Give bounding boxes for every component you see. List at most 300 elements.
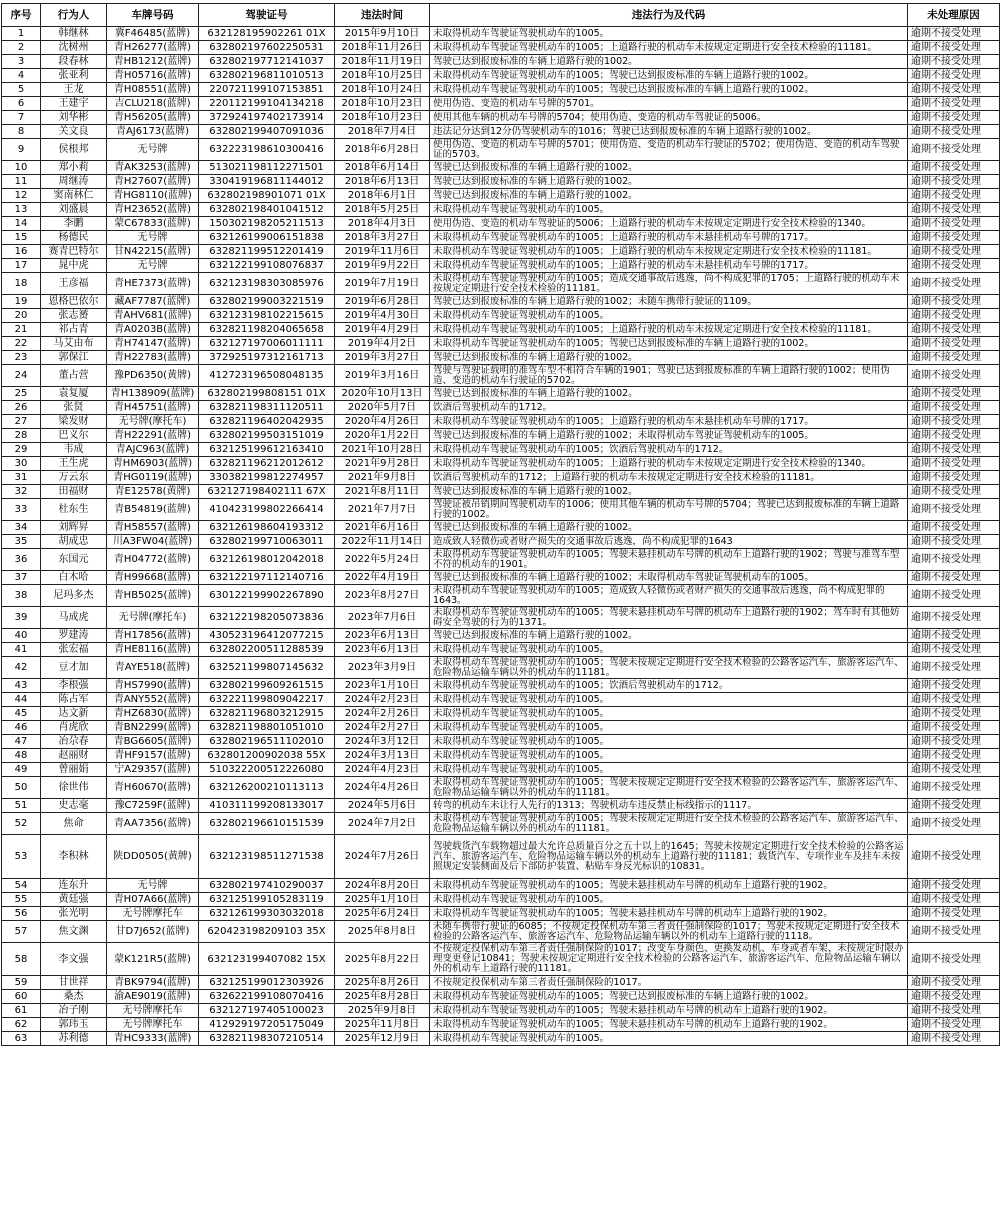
cell-time: 2022年4月19日 xyxy=(335,571,430,585)
cell-reason: 逾期不接受处理 xyxy=(908,125,1000,139)
table-row xyxy=(2,309,1000,323)
cell-license: 412929197205175049 xyxy=(199,1018,335,1032)
cell-offender: 沈树州 xyxy=(41,41,107,55)
cell-reason: 逾期不接受处理 xyxy=(908,175,1000,189)
cell-reason: 逾期不接受处理 xyxy=(908,763,1000,777)
cell-license: 220112199104134218 xyxy=(199,97,335,111)
cell-seq: 40 xyxy=(2,629,41,643)
cell-violation: 未取得机动车驾驶证驾驶机动车的1005；造成交通事故后逃逸，尚不构成犯罪的1705；上道路行驶的机动车未按规定定期进行安全技术检验的11181。 xyxy=(430,273,908,295)
table-row xyxy=(2,1004,1000,1018)
cell-seq: 42 xyxy=(2,657,41,679)
cell-offender: 冶子刚 xyxy=(41,1004,107,1018)
cell-plate: 青E12578(黄牌) xyxy=(107,485,199,499)
cell-seq: 37 xyxy=(2,571,41,585)
cell-seq: 14 xyxy=(2,217,41,231)
cell-violation: 未取得机动车驾驶证驾驶机动车的1005；造成致人轻微伤或者财产损失的交通事故后逃逸，尚不构成犯罪的1643。 xyxy=(430,585,908,607)
cell-reason: 逾期不接受处理 xyxy=(908,976,1000,990)
cell-time: 2020年5月7日 xyxy=(335,401,430,415)
cell-plate: 青AYE518(蓝牌) xyxy=(107,657,199,679)
cell-plate: 青H58557(蓝牌) xyxy=(107,521,199,535)
cell-time: 2022年11月14日 xyxy=(335,535,430,549)
cell-plate: 青H23652(蓝牌) xyxy=(107,203,199,217)
table-row xyxy=(2,83,1000,97)
cell-time: 2020年10月13日 xyxy=(335,387,430,401)
table-row xyxy=(2,721,1000,735)
cell-violation: 未取得机动车驾驶证驾驶机动车的1005；上道路行驶的机动车未按规定定期进行安全技术检验的11181。 xyxy=(430,245,908,259)
cell-time: 2019年7月19日 xyxy=(335,273,430,295)
cell-offender: 曾丽娟 xyxy=(41,763,107,777)
cell-violation: 驾驶已达到报废标准的车辆上道路行驶的1002；未随车携带行驶证的1109。 xyxy=(430,295,908,309)
cell-time: 2024年4月26日 xyxy=(335,777,430,799)
header-violation: 违法行为及代码 xyxy=(430,4,908,27)
cell-license: 632802196511102010 xyxy=(199,735,335,749)
cell-reason: 逾期不接受处理 xyxy=(908,457,1000,471)
table-row xyxy=(2,231,1000,245)
cell-offender: 田福财 xyxy=(41,485,107,499)
header-seq: 序号 xyxy=(2,4,41,27)
cell-license: 632123198102215615 xyxy=(199,309,335,323)
cell-plate: 宁A29357(蓝牌) xyxy=(107,763,199,777)
cell-offender: 刘辉昇 xyxy=(41,521,107,535)
cell-reason: 逾期不接受处理 xyxy=(908,365,1000,387)
table-row xyxy=(2,735,1000,749)
cell-plate: 青H99668(蓝牌) xyxy=(107,571,199,585)
cell-license: 410311199208133017 xyxy=(199,799,335,813)
cell-offender: 祁占青 xyxy=(41,323,107,337)
cell-time: 2023年3月9日 xyxy=(335,657,430,679)
cell-license: 632122199108076837 xyxy=(199,259,335,273)
table-row xyxy=(2,443,1000,457)
cell-plate: 无号牌(摩托车) xyxy=(107,607,199,629)
cell-plate: 青H17856(蓝牌) xyxy=(107,629,199,643)
cell-violation: 使用其他车辆的机动车号牌的5704；使用伪造、变造的机动车驾驶证的5006。 xyxy=(430,111,908,125)
cell-violation: 驾驶已达到报废标准的车辆上道路行驶的1002。 xyxy=(430,55,908,69)
cell-reason: 逾期不接受处理 xyxy=(908,907,1000,921)
cell-reason: 逾期不接受处理 xyxy=(908,443,1000,457)
cell-seq: 53 xyxy=(2,835,41,879)
cell-seq: 20 xyxy=(2,309,41,323)
cell-violation: 驾驶已达到报废标准的车辆上道路行驶的1002。 xyxy=(430,521,908,535)
cell-violation: 驾驶已达到报废标准的车辆上道路行驶的1002。 xyxy=(430,485,908,499)
cell-reason: 逾期不接受处理 xyxy=(908,813,1000,835)
cell-seq: 55 xyxy=(2,893,41,907)
table-row xyxy=(2,629,1000,643)
cell-reason: 逾期不接受处理 xyxy=(908,429,1000,443)
cell-plate: 无号牌摩托车 xyxy=(107,1018,199,1032)
cell-seq: 12 xyxy=(2,189,41,203)
table-row xyxy=(2,273,1000,295)
cell-plate: 甘N42215(蓝牌) xyxy=(107,245,199,259)
table-row xyxy=(2,693,1000,707)
header-row xyxy=(2,4,1000,27)
cell-plate: 冀F46485(蓝牌) xyxy=(107,27,199,41)
cell-license: 632802196811010513 xyxy=(199,69,335,83)
cell-violation: 不按规定投保机动车第三者责任强制保险的1017；改变车身颜色、更换发动机、车身或者车架、未按规定时限办理变更登记10841；驾驶未按规定定期进行安全技术检验的公路客运汽车、旅游客运汽车、危险物品运输车辆以外的机动车上道路行驶的11181。 xyxy=(430,943,908,976)
table-row xyxy=(2,27,1000,41)
cell-reason: 逾期不接受处理 xyxy=(908,351,1000,365)
cell-plate: 无号牌 xyxy=(107,879,199,893)
table-row xyxy=(2,990,1000,1004)
table-row xyxy=(2,893,1000,907)
cell-seq: 29 xyxy=(2,443,41,457)
cell-reason: 逾期不接受处理 xyxy=(908,693,1000,707)
cell-offender: 恩格巴依尔 xyxy=(41,295,107,309)
table-row xyxy=(2,549,1000,571)
cell-offender: 关文良 xyxy=(41,125,107,139)
table-row xyxy=(2,55,1000,69)
cell-license: 632126198604193312 xyxy=(199,521,335,535)
cell-license: 632123199407082 15X xyxy=(199,943,335,976)
cell-violation: 使用伪造、变造的机动车号牌的5701。 xyxy=(430,97,908,111)
cell-plate: 青AA7356(蓝牌) xyxy=(107,813,199,835)
cell-plate: 青BG6605(蓝牌) xyxy=(107,735,199,749)
table-row xyxy=(2,799,1000,813)
cell-plate: 青HC9333(蓝牌) xyxy=(107,1032,199,1046)
cell-time: 2021年9月8日 xyxy=(335,471,430,485)
cell-time: 2019年3月16日 xyxy=(335,365,430,387)
cell-seq: 28 xyxy=(2,429,41,443)
table-row xyxy=(2,295,1000,309)
cell-plate: 青BN2299(蓝牌) xyxy=(107,721,199,735)
cell-plate: 陕DD0505(黄牌) xyxy=(107,835,199,879)
cell-seq: 48 xyxy=(2,749,41,763)
cell-time: 2024年4月23日 xyxy=(335,763,430,777)
cell-offender: 连东升 xyxy=(41,879,107,893)
cell-offender: 李鹏 xyxy=(41,217,107,231)
cell-license: 632122197112140716 xyxy=(199,571,335,585)
cell-time: 2019年4月2日 xyxy=(335,337,430,351)
cell-offender: 徐世伟 xyxy=(41,777,107,799)
cell-offender: 张亚利 xyxy=(41,69,107,83)
cell-reason: 逾期不接受处理 xyxy=(908,387,1000,401)
cell-time: 2019年6月28日 xyxy=(335,295,430,309)
cell-license: 632821196212012612 xyxy=(199,457,335,471)
cell-offender: 段春林 xyxy=(41,55,107,69)
table-row xyxy=(2,161,1000,175)
cell-license: 632126199006151838 xyxy=(199,231,335,245)
cell-seq: 34 xyxy=(2,521,41,535)
cell-offender: 刘盛晨 xyxy=(41,203,107,217)
cell-reason: 逾期不接受处理 xyxy=(908,735,1000,749)
cell-time: 2021年10月28日 xyxy=(335,443,430,457)
cell-seq: 22 xyxy=(2,337,41,351)
cell-plate: 吉CLU218(蓝牌) xyxy=(107,97,199,111)
cell-offender: 张宏福 xyxy=(41,643,107,657)
cell-license: 150302198205211513 xyxy=(199,217,335,231)
cell-seq: 52 xyxy=(2,813,41,835)
cell-license: 220721199107153851 xyxy=(199,83,335,97)
cell-time: 2024年2月27日 xyxy=(335,721,430,735)
cell-time: 2024年3月12日 xyxy=(335,735,430,749)
cell-offender: 李积林 xyxy=(41,835,107,879)
cell-license: 632802198901071 01X xyxy=(199,189,335,203)
cell-seq: 36 xyxy=(2,549,41,571)
cell-plate: 青H05716(蓝牌) xyxy=(107,69,199,83)
cell-plate: 青HG0119(蓝牌) xyxy=(107,471,199,485)
cell-license: 632821196402042935 xyxy=(199,415,335,429)
cell-time: 2018年6月13日 xyxy=(335,175,430,189)
cell-license: 632802199407091036 xyxy=(199,125,335,139)
cell-offender: 袁复厦 xyxy=(41,387,107,401)
cell-time: 2025年1月10日 xyxy=(335,893,430,907)
cell-reason: 逾期不接受处理 xyxy=(908,273,1000,295)
cell-offender: 肖虎欣 xyxy=(41,721,107,735)
cell-seq: 47 xyxy=(2,735,41,749)
cell-license: 632821196803212915 xyxy=(199,707,335,721)
cell-reason: 逾期不接受处理 xyxy=(908,521,1000,535)
cell-violation: 驾驶证被吊销期间驾驶机动车的1006；使用其他车辆的机动车号牌的5704；驾驶已达到报废标准的车辆上道路行驶的1002。 xyxy=(430,499,908,521)
cell-license: 632802200511288539 xyxy=(199,643,335,657)
cell-reason: 逾期不接受处理 xyxy=(908,309,1000,323)
cell-violation: 使用伪造、变造的机动车号牌的5701；使用伪造、变造的机动车行驶证的5702；使用伪造、变造的机动车驾驶证的5703。 xyxy=(430,139,908,161)
cell-reason: 逾期不接受处理 xyxy=(908,607,1000,629)
table-row xyxy=(2,976,1000,990)
table-row xyxy=(2,707,1000,721)
cell-seq: 7 xyxy=(2,111,41,125)
cell-violation: 驾驶与驾驶证载明的准驾车型不相符合车辆的1901；驾驶已达到报废标准的车辆上道路行驶的1002；使用伪造、变造的机动车行驶证的5702。 xyxy=(430,365,908,387)
cell-seq: 8 xyxy=(2,125,41,139)
cell-seq: 54 xyxy=(2,879,41,893)
cell-plate: 青A0203B(蓝牌) xyxy=(107,323,199,337)
cell-license: 372924197402173914 xyxy=(199,111,335,125)
cell-license: 632126198012042018 xyxy=(199,549,335,571)
cell-license: 632622199108070416 xyxy=(199,990,335,1004)
cell-offender: 张光明 xyxy=(41,907,107,921)
cell-offender: 李文强 xyxy=(41,943,107,976)
table-row xyxy=(2,471,1000,485)
cell-reason: 逾期不接受处理 xyxy=(908,943,1000,976)
cell-offender: 王彦福 xyxy=(41,273,107,295)
cell-violation: 未取得机动车驾驶证驾驶机动车的1005。 xyxy=(430,643,908,657)
cell-license: 632802199808151 01X xyxy=(199,387,335,401)
cell-time: 2018年4月3日 xyxy=(335,217,430,231)
cell-seq: 33 xyxy=(2,499,41,521)
cell-offender: 白木哈 xyxy=(41,571,107,585)
table-row xyxy=(2,943,1000,976)
table-row xyxy=(2,813,1000,835)
cell-time: 2024年7月26日 xyxy=(335,835,430,879)
cell-reason: 逾期不接受处理 xyxy=(908,203,1000,217)
cell-offender: 王生虎 xyxy=(41,457,107,471)
cell-plate: 无号牌(摩托车) xyxy=(107,415,199,429)
cell-reason: 逾期不接受处理 xyxy=(908,415,1000,429)
cell-time: 2025年8月8日 xyxy=(335,921,430,943)
table-row xyxy=(2,139,1000,161)
table-body xyxy=(2,27,1000,1046)
table-row xyxy=(2,921,1000,943)
cell-plate: 青HE8116(蓝牌) xyxy=(107,643,199,657)
cell-time: 2019年4月30日 xyxy=(335,309,430,323)
cell-license: 632821198307210514 xyxy=(199,1032,335,1046)
cell-reason: 逾期不接受处理 xyxy=(908,217,1000,231)
cell-time: 2019年11月6日 xyxy=(335,245,430,259)
cell-seq: 1 xyxy=(2,27,41,41)
cell-license: 632821198801051010 xyxy=(199,721,335,735)
table-row xyxy=(2,835,1000,879)
cell-license: 632802197410290037 xyxy=(199,879,335,893)
table-row xyxy=(2,521,1000,535)
cell-reason: 逾期不接受处理 xyxy=(908,893,1000,907)
cell-time: 2018年5月25日 xyxy=(335,203,430,217)
cell-reason: 逾期不接受处理 xyxy=(908,799,1000,813)
cell-seq: 46 xyxy=(2,721,41,735)
cell-license: 412723196508048135 xyxy=(199,365,335,387)
cell-violation: 未取得机动车驾驶证驾驶机动车的1005；驾驶未按规定定期进行安全技术检验的公路客运汽车、旅游客运汽车、危险物品运输车辆以外的机动车的11181。 xyxy=(430,813,908,835)
table-row xyxy=(2,607,1000,629)
cell-offender: 周继涛 xyxy=(41,175,107,189)
cell-license: 632123198303085976 xyxy=(199,273,335,295)
table-row xyxy=(2,657,1000,679)
cell-reason: 逾期不接受处理 xyxy=(908,231,1000,245)
table-row xyxy=(2,763,1000,777)
cell-offender: 马艾由布 xyxy=(41,337,107,351)
cell-reason: 逾期不接受处理 xyxy=(908,1032,1000,1046)
cell-time: 2024年3月13日 xyxy=(335,749,430,763)
cell-plate: 青H08551(蓝牌) xyxy=(107,83,199,97)
table-row xyxy=(2,749,1000,763)
table-row xyxy=(2,41,1000,55)
cell-license: 630122199902267890 xyxy=(199,585,335,607)
cell-license: 330382199812274957 xyxy=(199,471,335,485)
cell-offender: 侯根邦 xyxy=(41,139,107,161)
cell-violation: 未取得机动车驾驶证驾驶机动车的1005。 xyxy=(430,735,908,749)
table-row xyxy=(2,351,1000,365)
table-row xyxy=(2,485,1000,499)
table-row xyxy=(2,259,1000,273)
cell-reason: 逾期不接受处理 xyxy=(908,1018,1000,1032)
cell-plate: 川A3FW04(蓝牌) xyxy=(107,535,199,549)
cell-license: 632802198401041512 xyxy=(199,203,335,217)
cell-time: 2024年2月26日 xyxy=(335,707,430,721)
cell-plate: 青AJC963(蓝牌) xyxy=(107,443,199,457)
cell-offender: 东国元 xyxy=(41,549,107,571)
table-row xyxy=(2,125,1000,139)
cell-reason: 逾期不接受处理 xyxy=(908,471,1000,485)
cell-plate: 青H138909(蓝牌) xyxy=(107,387,199,401)
cell-violation: 驾驶已达到报废标准的车辆上道路行驶的1002。 xyxy=(430,629,908,643)
cell-offender: 窦南林仁 xyxy=(41,189,107,203)
cell-seq: 21 xyxy=(2,323,41,337)
table-row xyxy=(2,365,1000,387)
cell-reason: 逾期不接受处理 xyxy=(908,41,1000,55)
cell-license: 510322200512226080 xyxy=(199,763,335,777)
cell-plate: 甘D7J652(蓝牌) xyxy=(107,921,199,943)
cell-time: 2025年8月26日 xyxy=(335,976,430,990)
cell-offender: 梁发财 xyxy=(41,415,107,429)
cell-time: 2023年7月6日 xyxy=(335,607,430,629)
cell-offender: 胡成忠 xyxy=(41,535,107,549)
cell-time: 2022年5月24日 xyxy=(335,549,430,571)
cell-violation: 转弯的机动车未让行人先行的1313；驾驶机动车违反禁止标线指示的1117。 xyxy=(430,799,908,813)
cell-violation: 未取得机动车驾驶证驾驶机动车的1005；驾驶未悬挂机动车号牌的机动车上道路行驶的1902；驾车时有其他妨碍安全驾驶的行为的1371。 xyxy=(430,607,908,629)
cell-offender: 郭玮玉 xyxy=(41,1018,107,1032)
cell-time: 2020年1月22日 xyxy=(335,429,430,443)
cell-offender: 刘华彬 xyxy=(41,111,107,125)
violation-table xyxy=(1,3,1000,1046)
cell-time: 2023年6月13日 xyxy=(335,629,430,643)
cell-time: 2025年8月22日 xyxy=(335,943,430,976)
cell-license: 632125199612163410 xyxy=(199,443,335,457)
cell-reason: 逾期不接受处理 xyxy=(908,337,1000,351)
cell-seq: 24 xyxy=(2,365,41,387)
cell-offender: 晁中虎 xyxy=(41,259,107,273)
table-row xyxy=(2,111,1000,125)
cell-seq: 9 xyxy=(2,139,41,161)
cell-seq: 59 xyxy=(2,976,41,990)
cell-violation: 驾驶载货汽车载物超过最大允许总质量百分之五十以上的1645；驾驶未按规定定期进行安全技术检验的公路客运汽车、旅游客运汽车、危险物品运输车辆以外的机动车上道路行驶的11181；载货汽车、专项作业车及挂车未按照规定安装侧面及后下部防护装置、粘贴车身反光标识的10831。 xyxy=(430,835,908,879)
cell-plate: 青H07A66(蓝牌) xyxy=(107,893,199,907)
cell-license: 632221199809042217 xyxy=(199,693,335,707)
cell-seq: 18 xyxy=(2,273,41,295)
cell-license: 620423198209103 35X xyxy=(199,921,335,943)
cell-violation: 未取得机动车驾驶证驾驶机动车的1005；驾驶未按规定定期进行安全技术检验的公路客运汽车、旅游客运汽车、危险物品运输车辆以外的机动车的11181。 xyxy=(430,657,908,679)
table-row xyxy=(2,499,1000,521)
cell-plate: 青H22291(蓝牌) xyxy=(107,429,199,443)
cell-plate: 青HZ6830(蓝牌) xyxy=(107,707,199,721)
cell-seq: 27 xyxy=(2,415,41,429)
cell-violation: 未取得机动车驾驶证驾驶机动车的1005。 xyxy=(430,721,908,735)
cell-reason: 逾期不接受处理 xyxy=(908,657,1000,679)
cell-violation: 未取得机动车驾驶证驾驶机动车的1005；上道路行驶的机动车未悬挂机动车号牌的1717。 xyxy=(430,415,908,429)
cell-violation: 驾驶已达到报废标准的车辆上道路行驶的1002；未取得机动车驾驶证驾驶机动车的1005。 xyxy=(430,571,908,585)
cell-license: 632802199503151019 xyxy=(199,429,335,443)
cell-offender: 郑小莉 xyxy=(41,161,107,175)
cell-license: 632802199609261515 xyxy=(199,679,335,693)
cell-plate: 青ANY552(蓝牌) xyxy=(107,693,199,707)
cell-seq: 60 xyxy=(2,990,41,1004)
cell-offender: 王建宇 xyxy=(41,97,107,111)
cell-violation: 未取得机动车驾驶证驾驶机动车的1005；驾驶未按规定定期进行安全技术检验的公路客运汽车、旅游客运汽车、危险物品运输车辆以外的机动车的11181。 xyxy=(430,777,908,799)
cell-seq: 19 xyxy=(2,295,41,309)
cell-violation: 未取得机动车驾驶证驾驶机动车的1005。 xyxy=(430,693,908,707)
cell-violation: 使用伪造、变造的机动车驾驶证的5006；上道路行驶的机动车未按规定定期进行安全技术检验的1340。 xyxy=(430,217,908,231)
cell-license: 632127197006011111 xyxy=(199,337,335,351)
cell-violation: 驾驶已达到报废标准的车辆上道路行驶的1002。 xyxy=(430,189,908,203)
cell-reason: 逾期不接受处理 xyxy=(908,111,1000,125)
cell-reason: 逾期不接受处理 xyxy=(908,571,1000,585)
cell-plate: 青BK9794(蓝牌) xyxy=(107,976,199,990)
cell-time: 2018年7月4日 xyxy=(335,125,430,139)
cell-violation: 未取得机动车驾驶证驾驶机动车的1005。 xyxy=(430,27,908,41)
cell-seq: 5 xyxy=(2,83,41,97)
cell-offender: 张志赟 xyxy=(41,309,107,323)
cell-reason: 逾期不接受处理 xyxy=(908,83,1000,97)
cell-offender: 韦成 xyxy=(41,443,107,457)
table-row xyxy=(2,535,1000,549)
cell-license: 632801200902038 55X xyxy=(199,749,335,763)
cell-seq: 25 xyxy=(2,387,41,401)
table-row xyxy=(2,217,1000,231)
header-time: 违法时间 xyxy=(335,4,430,27)
cell-seq: 32 xyxy=(2,485,41,499)
cell-violation: 未取得机动车驾驶证驾驶机动车的1005；驾驶已达到报废标准的车辆上道路行驶的1002。 xyxy=(430,337,908,351)
cell-violation: 未取得机动车驾驶证驾驶机动车的1005；驾驶未悬挂机动车号牌的机动车上道路行驶的1902；驾驶与准驾车型不符的机动车的1901。 xyxy=(430,549,908,571)
cell-violation: 未取得机动车驾驶证驾驶机动车的1005。 xyxy=(430,763,908,777)
cell-time: 2021年8月11日 xyxy=(335,485,430,499)
cell-offender: 达文新 xyxy=(41,707,107,721)
cell-violation: 未随车携带行驶证的6085；不按规定投保机动车第三者责任强制保险的1017；驾驶未按规定定期进行安全技术检验的公路客运汽车、旅游客运汽车、危险物品运输车辆以外的机动车上道路行驶的1118。 xyxy=(430,921,908,943)
cell-violation: 饮酒后驾驶机动车的1712。 xyxy=(430,401,908,415)
header-license: 驾驶证号 xyxy=(199,4,335,27)
cell-offender: 巴义尔 xyxy=(41,429,107,443)
table-row xyxy=(2,203,1000,217)
cell-license: 632223198610300416 xyxy=(199,139,335,161)
cell-offender: 王龙 xyxy=(41,83,107,97)
cell-time: 2018年6月14日 xyxy=(335,161,430,175)
cell-violation: 未取得机动车驾驶证驾驶机动车的1005；上道路行驶的机动车未悬挂机动车号牌的1717。 xyxy=(430,259,908,273)
cell-offender: 杜东生 xyxy=(41,499,107,521)
cell-plate: 渝AE9019(蓝牌) xyxy=(107,990,199,1004)
